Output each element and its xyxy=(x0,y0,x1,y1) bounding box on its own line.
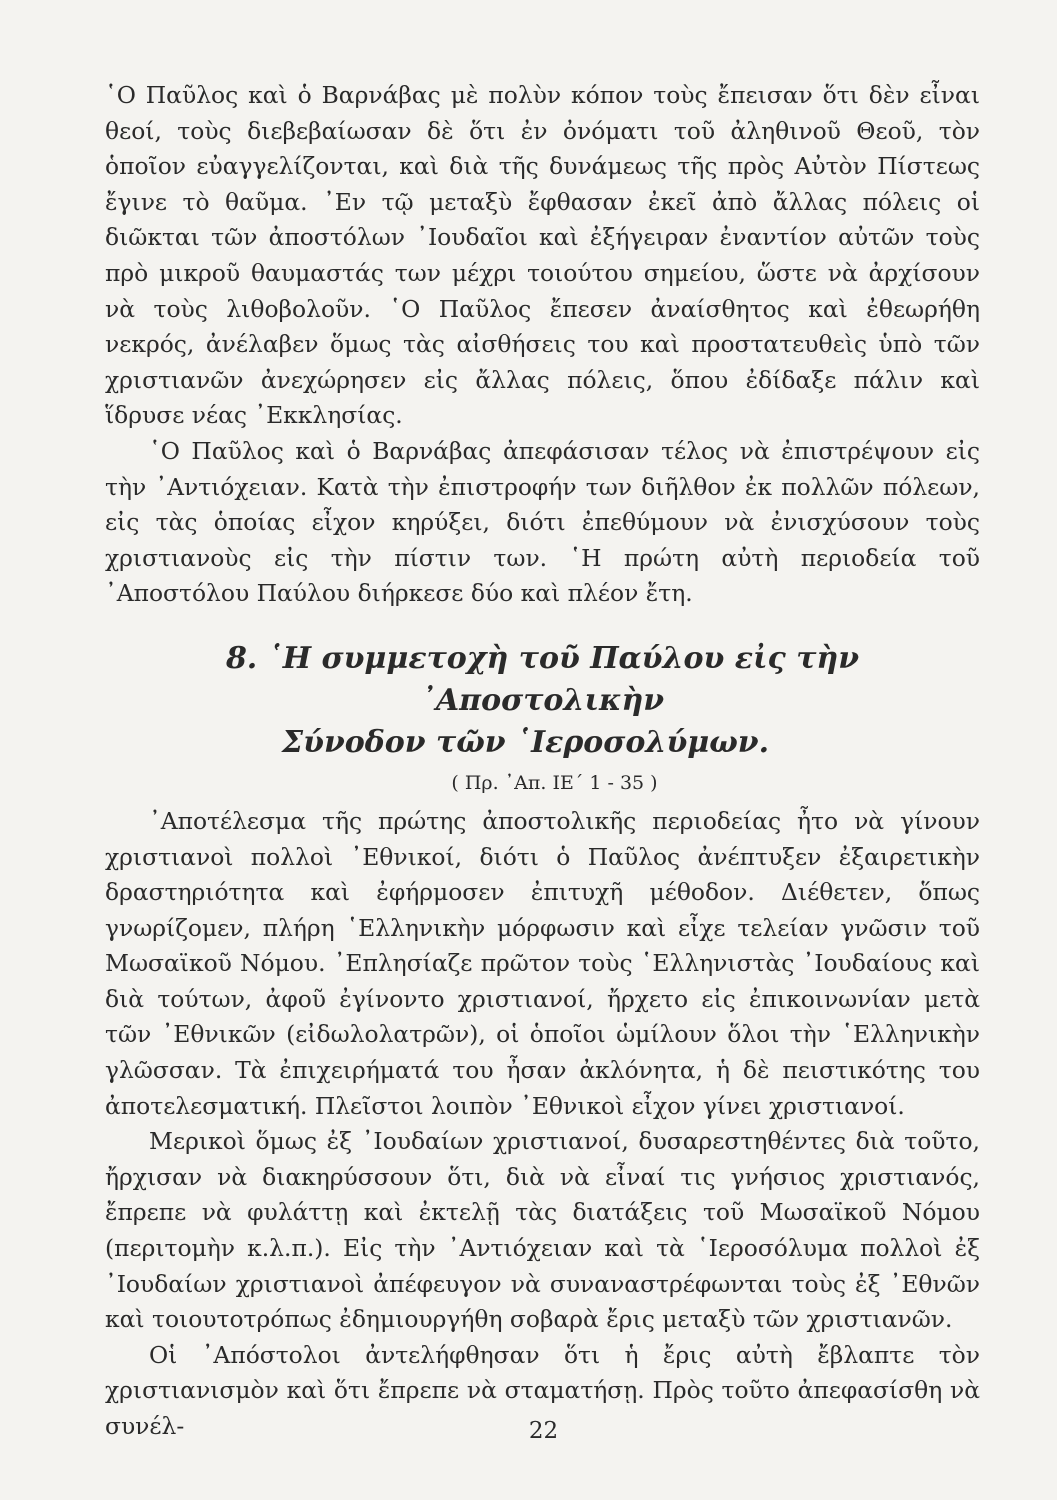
paragraph-5: Οἱ ᾿Απόστολοι ἀντελήφθησαν ὅτι ἡ ἔρις αὐτὴ ἔβλαπτε τὸν χριστιανισμὸν καὶ ὅτι ἔπρεπε νὰ σταματήσῃ. Πρὸς τοῦτο ἀπεφασίσθη νὰ συνέλ- xyxy=(105,1340,980,1440)
section-title-line-2: Σύνοδον τῶν ῾Ιεροσολύμων. xyxy=(281,724,770,760)
section-title xyxy=(105,638,980,764)
paragraph-4: Μερικοὶ ὅμως ἐξ ᾿Ιουδαίων χριστιανοί, δυσαρεστηθέντες διὰ τοῦτο, ἤρχισαν νὰ διακηρύσσουν ὅτι, διὰ νὰ εἶναί τις γνήσιος χριστιανός, ἔπρεπε νὰ φυλάττῃ καὶ ἐκτελῇ τὰς διατάξεις τοῦ Μωσαϊκοῦ Νόμου (περιτομὴν κ.λ.π.). Εἰς τὴν ᾿Αντιόχειαν καὶ τὰ ῾Ιεροσόλυμα πολλοὶ ἐξ ᾿Ιουδαίων χριστιανοὶ ἀπέφευγον νὰ συναναστρέφωνται τοὺς ἐξ ᾿Εθνῶν καὶ τοιουτοτρόπως ἐδημιουργήθη σοβαρὰ ἔρις μεταξὺ τῶν χριστιανῶν. xyxy=(105,1127,980,1334)
paragraph-2: ῾Ο Παῦλος καὶ ὁ Βαρνάβας ἀπεφάσισαν τέλος νὰ ἐπιστρέψουν εἰς τὴν ᾿Αντιόχειαν. Κατὰ τὴν ἐπιστροφήν των διῆλθον ἐκ πολλῶν πόλεων, εἰς τὰς ὁποίας εἶχον κηρύξει, διότι ἐπεθύμουν νὰ ἐνισχύσουν τοὺς χριστιανοὺς εἰς τὴν πίστιν των. ῾Η πρώτη αὐτὴ περιοδεία τοῦ ᾿Αποστόλου Παύλου διήρκεσε δύο καὶ πλέον ἔτη. xyxy=(105,436,980,608)
paragraph-3: ᾿Αποτέλεσμα τῆς πρώτης ἀποστολικῆς περιοδείας ἦτο νὰ γίνουν χριστιανοὶ πολλοὶ ᾿Εθνικοί, διότι ὁ Παῦλος ἀνέπτυξεν ἐξαιρετικὴν δραστηριότητα καὶ ἐφήρμοσεν ἐπιτυχῆ μέθοδον. Διέθετεν, ὅπως γνωρίζομεν, πλήρη ῾Ελληνικὴν μόρφωσιν καὶ εἶχε τελείαν γνῶσιν τοῦ Μωσαϊκοῦ Νόμου. ᾿Επλησίαζε πρῶτον τοὺς ῾Ελληνιστὰς ᾿Ιουδαίους καὶ διὰ τούτων, ἀφοῦ ἐγίνοντο χριστιανοί, ἤρχετο εἰς ἐπικοινωνίαν μετὰ τῶν ᾿Εθνικῶν (εἰδωλολατρῶν), οἱ ὁποῖοι ὡμίλουν ὅλοι τὴν ῾Ελληνικὴν γλῶσσαν. Τὰ ἐπιχειρήματά του ἦσαν ἀκλόνητα, ἡ δὲ πειστικότης του ἀποτελεσματική. Πλεῖστοι λοιπὸν ᾿Εθνικοὶ εἶχον γίνει χριστιανοί. xyxy=(105,806,980,1120)
page-body xyxy=(105,78,980,1445)
section-title-line-1: 8. ῾Η συμμετοχὴ τοῦ Παύλου εἰς τὴν ᾿Αποστολικὴν xyxy=(225,640,860,718)
paragraph-1: ῾Ο Παῦλος καὶ ὁ Βαρνάβας μὲ πολὺν κόπον τοὺς ἔπεισαν ὅτι δὲν εἶναι θεοί, τοὺς διεβεβαίωσαν δὲ ὅτι ἐν ὀνόματι τοῦ ἀληθινοῦ Θεοῦ, τὸν ὁποῖον εὐαγγελίζονται, καὶ διὰ τῆς δυνάμεως τῆς πρὸς Αὐτὸν Πίστεως ἔγινε τὸ θαῦμα. ᾿Εν τῷ μεταξὺ ἔφθασαν ἐκεῖ ἀπὸ ἄλλας πόλεις οἱ διῶκται τῶν ἀποστόλων ᾿Ιουδαῖοι καὶ ἐξήγειραν ἐναντίον αὐτῶν τοὺς πρὸ μικροῦ θαυμαστάς των μέχρι τοιούτου σημείου, ὥστε νὰ ἀρχίσουν νὰ τοὺς λιθοβολοῦν. ῾Ο Παῦλος ἔπεσεν ἀναίσθητος καὶ ἐθεωρήθη νεκρός, ἀνέλαβεν ὅμως τὰς αἰσθήσεις του καὶ προστατευθεὶς ὑπὸ τῶν χριστιανῶν ἀνεχώρησεν εἰς ἄλλας πόλεις, ὅπου ἐδίδαξε πάλιν καὶ ἵδρυσε νέας ᾿Εκκλησίας. xyxy=(105,81,980,430)
scripture-reference: ( Πρ. ᾿Απ. ΙΕ΄ 1 - 35 ) xyxy=(451,771,658,794)
page-number: 22 xyxy=(528,1418,559,1444)
